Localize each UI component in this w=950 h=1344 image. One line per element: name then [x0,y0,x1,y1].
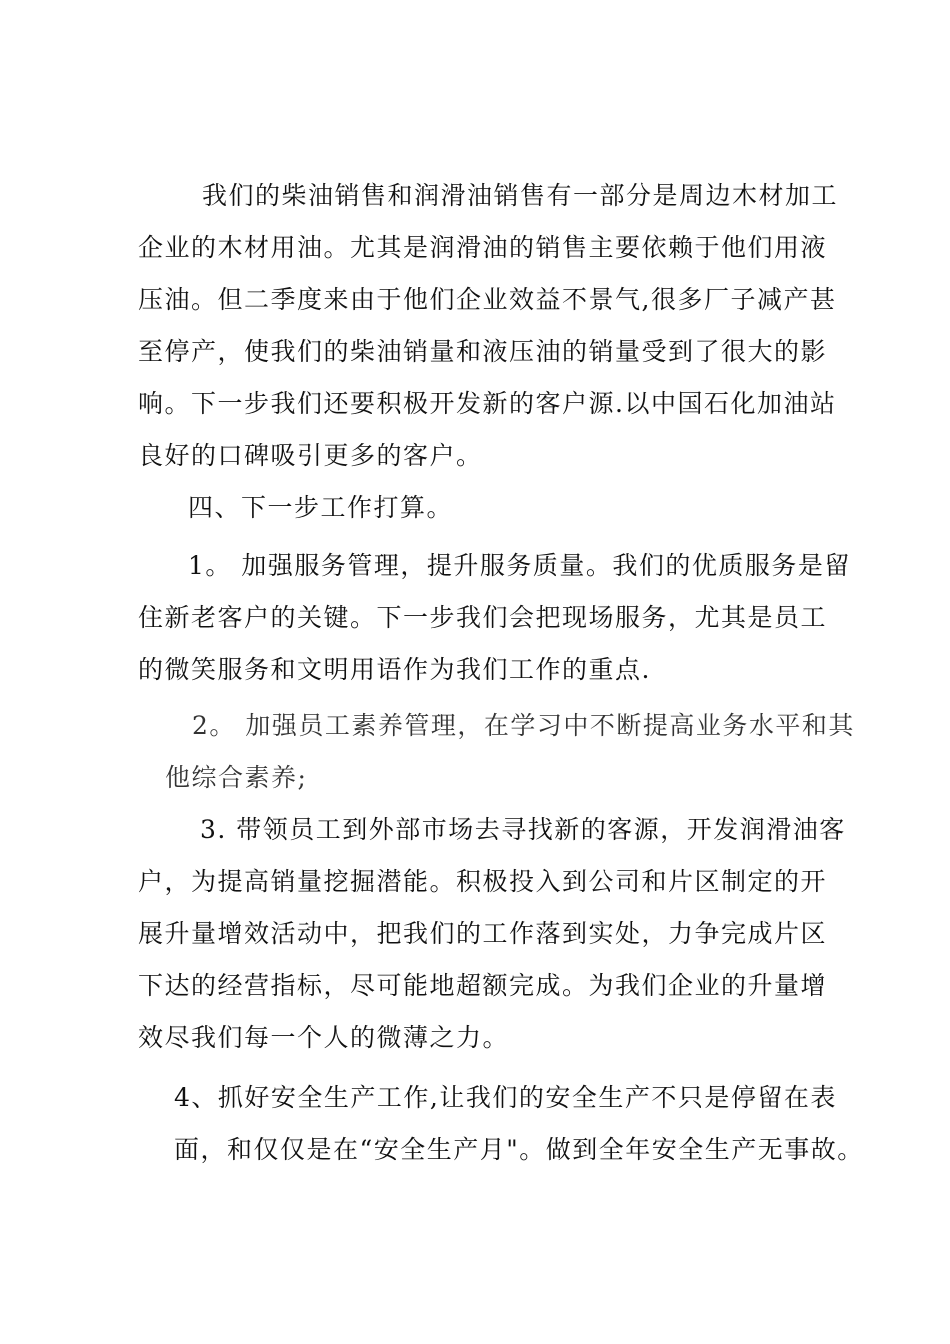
paragraph1-line: 响。下一步我们还要积极开发新的客户源.以中国石化加油站 [138,389,837,418]
item3-line: 效尽我们每一个人的微薄之力。 [138,1023,510,1052]
item3-line: 下达的经营指标，尽可能地超额完成。为我们企业的升量增 [138,971,828,1000]
paragraph1-line: 良好的口碑吸引更多的客户。 [138,441,483,470]
section-heading: 四、下一步工作打算。 [188,493,454,522]
item3-line: 户，为提高销量挖掘潜能。积极投入到公司和片区制定的开 [138,867,828,896]
paragraph1-line: 压油。但二季度来由于他们企业效益不景气,很多厂子减产甚 [138,285,837,314]
item3-line: 3. 带领员工到外部市场去寻找新的客源，开发润滑油客 [200,815,846,844]
paragraph1-line: 企业的木材用油。尤其是润滑油的销售主要依赖于他们用液 [138,233,828,262]
paragraph1-line: 至停产，使我们的柴油销量和液压油的销量受到了很大的影 [138,337,828,366]
paragraph1-line: 我们的柴油销售和润滑油销售有一部分是周边木材加工 [202,181,839,210]
item2-line: 2。 加强员工素养管理，在学习中不断提高业务水平和其 [192,711,855,740]
item4-line: 4、抓好安全生产工作,让我们的安全生产不只是停留在表 [174,1083,837,1112]
item2-line: 他综合素养; [165,763,308,792]
item1-line: 1。 加强服务管理，提升服务质量。我们的优质服务是留 [188,551,851,580]
item3-line: 展升量增效活动中，把我们的工作落到实处，力争完成片区 [138,919,828,948]
item1-line: 住新老客户的关键。下一步我们会把现场服务，尤其是员工 [138,603,828,632]
item4-line: 面，和仅仅是在“安全生产月"。做到全年安全生产无事故。 [174,1135,864,1164]
item1-line: 的微笑服务和文明用语作为我们工作的重点. [138,655,651,684]
